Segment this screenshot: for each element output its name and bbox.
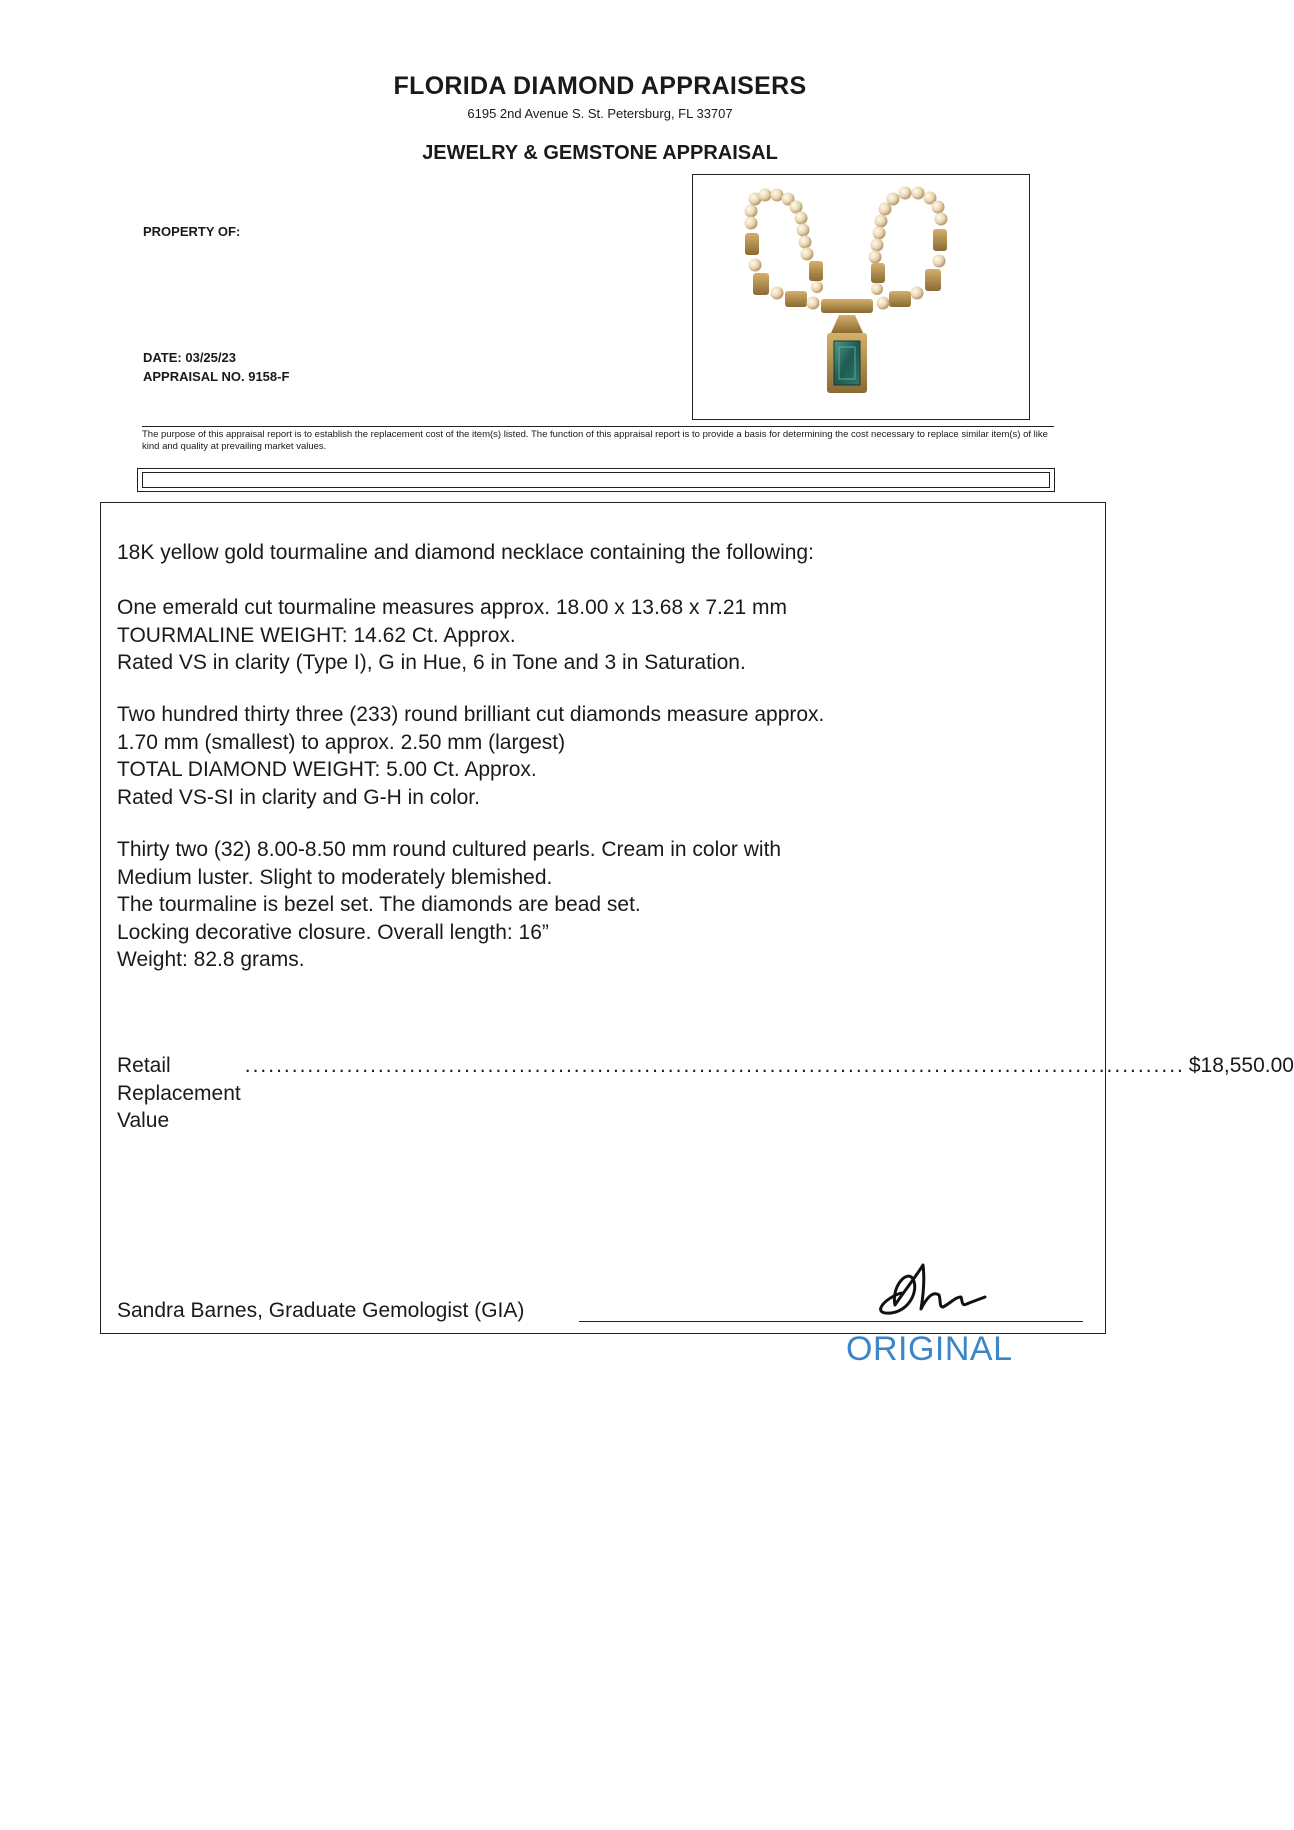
diamond-line: 1.70 mm (smallest) to approx. 2.50 mm (largest) [117,730,566,754]
replacement-value-amount: $18,550.00 [1188,1054,1294,1077]
item-description-box [100,502,1294,1334]
pearl-line: Thirty two (32) 8.00-8.50 mm round cultured pearls. Cream in color with [117,838,782,861]
header-rule [142,426,1054,427]
appraisal-number: APPRAISAL NO. 9158-F [143,369,290,384]
tourmaline-section [117,594,1089,677]
tourmaline-line: Rated VS in clarity (Type I), G in Hue, 6 in Tone and 3 in Saturation. [117,651,746,674]
pearl-line: The tourmaline is bezel set. The diamonds are bead set. [117,893,641,916]
pearl-line: Medium luster. Slight to moderately blemished. [117,865,553,889]
pearl-line: Weight: 82.8 grams. [117,948,305,971]
diamond-line: Rated VS-SI in clarity and G-H in color. [117,785,480,809]
property-of-label: PROPERTY OF: [143,224,241,239]
handwritten-signature [861,1253,1001,1323]
tourmaline-line: One emerald cut tourmaline measures approx. 18.00 x 13.68 x 7.21 mm [117,596,788,619]
divider-band [137,468,1055,492]
original-stamp: ORIGINAL [846,1330,1013,1368]
purpose-statement: The purpose of this appraisal report is to establish the replacement cost of the item(s) listed. The function of this appraisal report is to provide a basis for determining the cost necessary to replace similar item(s) of like kind and quality at prevailing market values. [142,429,1048,452]
pearl-line: Locking decorative closure. Overall length: 16” [117,920,549,944]
tourmaline-line: TOURMALINE WEIGHT: 14.62 Ct. Approx. [117,623,516,647]
description-intro: 18K yellow gold tourmaline and diamond necklace containing the following: [117,541,814,564]
leader-dots: ........................................................................................................................ [244,1054,1185,1077]
date-field: DATE: 03/25/23 [143,350,236,365]
pearl-section [117,836,1089,974]
diamond-line: TOTAL DIAMOND WEIGHT: 5.00 Ct. Approx. [117,758,537,781]
document-title: JEWELRY & GEMSTONE APPRAISAL [422,142,778,164]
company-name: FLORIDA DIAMOND APPRAISERS [393,72,807,100]
company-address: 6195 2nd Avenue S. St. Petersburg, FL 33707 [467,106,733,121]
appraiser-name: Sandra Barnes, Graduate Gemologist (GIA) [117,1299,525,1322]
divider-band-inner [142,472,1050,488]
replacement-value-label: Retail Replacement Value [117,1054,241,1132]
replacement-value-row [117,1052,1294,1135]
signature-line [579,1321,1083,1322]
item-photo [692,174,1030,420]
diamond-line: Two hundred thirty three (233) round brilliant cut diamonds measure approx. [117,703,825,726]
diamond-section [117,701,1089,811]
necklace-image [693,175,1028,418]
